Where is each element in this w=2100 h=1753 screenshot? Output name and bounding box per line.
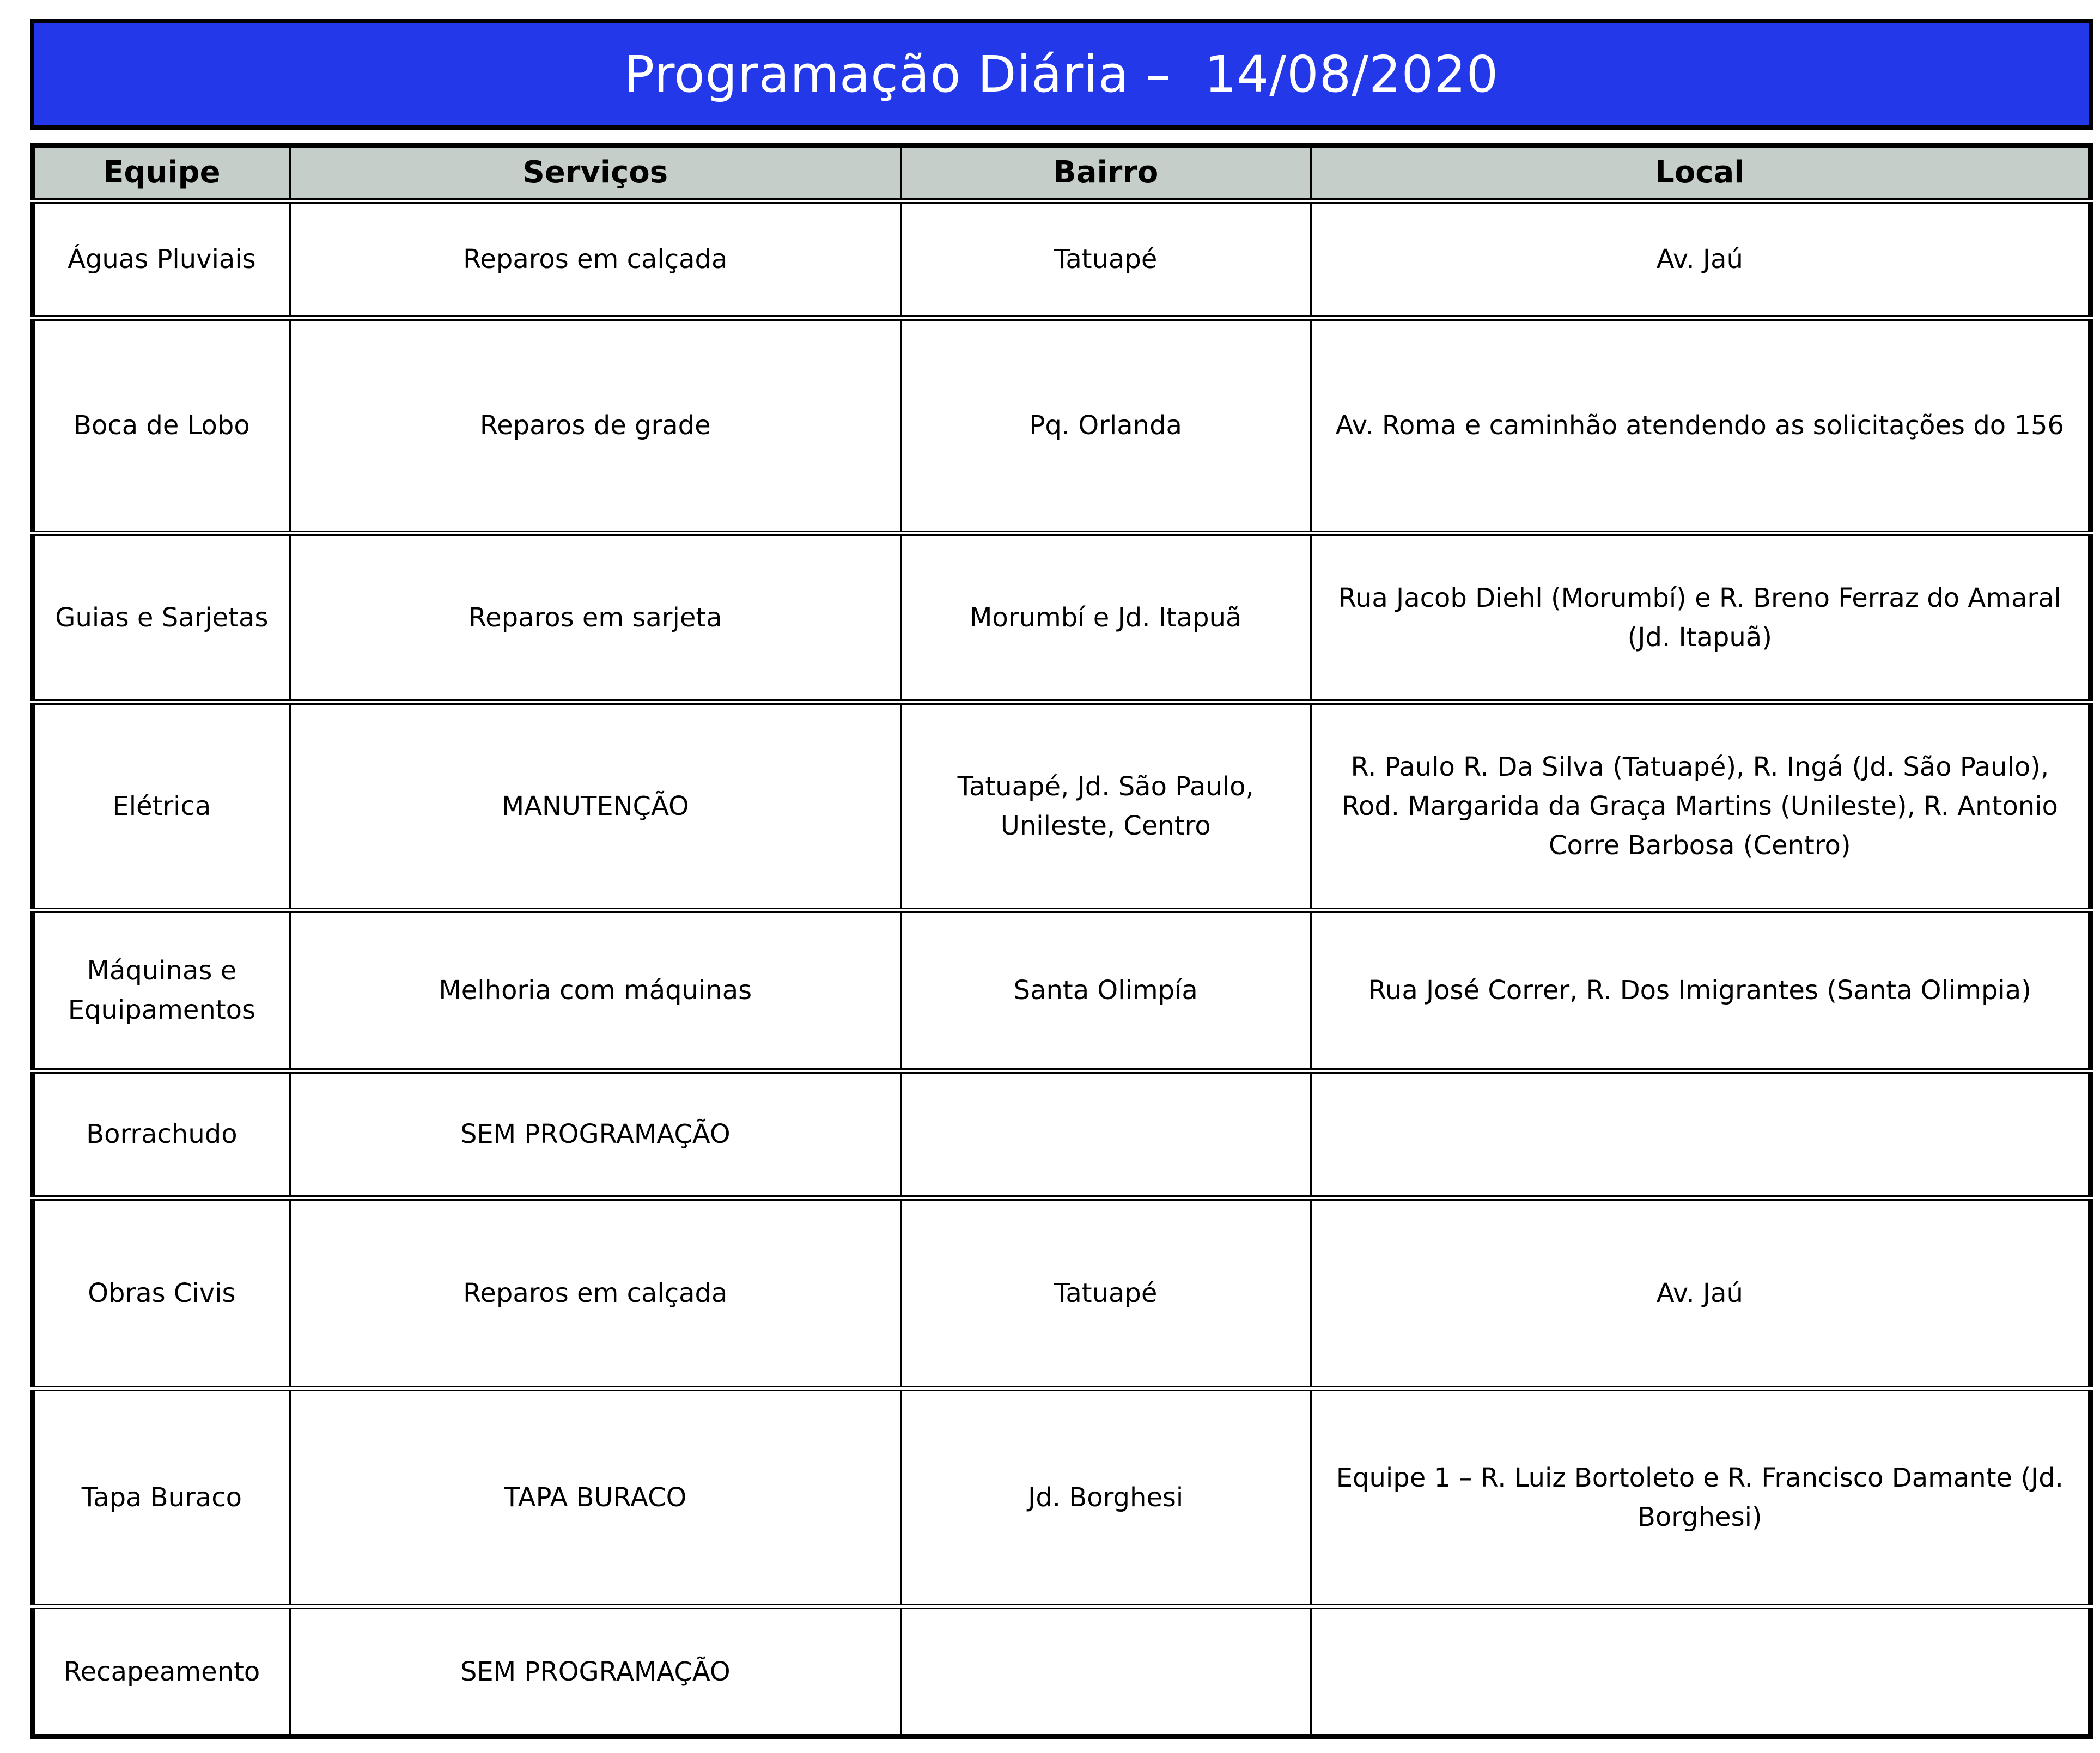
cell-local: Av. Jaú xyxy=(1311,201,2091,318)
cell-local xyxy=(1311,1071,2091,1198)
cell-equipe: Obras Civis xyxy=(33,1198,290,1389)
cell-bairro: Santa Olimpía xyxy=(901,910,1311,1071)
header-servicos: Serviços xyxy=(290,145,901,201)
cell-servicos: Reparos em calçada xyxy=(290,1198,901,1389)
cell-equipe: Borrachudo xyxy=(33,1071,290,1198)
cell-equipe: Tapa Buraco xyxy=(33,1389,290,1606)
cell-local xyxy=(1311,1606,2091,1737)
cell-bairro: Pq. Orlanda xyxy=(901,318,1311,533)
header-bairro: Bairro xyxy=(901,145,1311,201)
cell-bairro: Morumbí e Jd. Itapuã xyxy=(901,533,1311,702)
cell-servicos: TAPA BURACO xyxy=(290,1389,901,1606)
table-row xyxy=(33,702,2091,910)
cell-equipe: Boca de Lobo xyxy=(33,318,290,533)
table-row xyxy=(33,201,2091,318)
cell-bairro xyxy=(901,1606,1311,1737)
table-row xyxy=(33,533,2091,702)
header-local: Local xyxy=(1311,145,2091,201)
cell-servicos: Reparos em calçada xyxy=(290,201,901,318)
cell-equipe: Recapeamento xyxy=(33,1606,290,1737)
cell-local: Av. Jaú xyxy=(1311,1198,2091,1389)
cell-servicos: Reparos de grade xyxy=(290,318,901,533)
header-equipe: Equipe xyxy=(33,145,290,201)
cell-servicos: MANUTENÇÃO xyxy=(290,702,901,910)
cell-bairro: Tatuapé xyxy=(901,1198,1311,1389)
cell-servicos: SEM PROGRAMAÇÃO xyxy=(290,1606,901,1737)
cell-bairro: Jd. Borghesi xyxy=(901,1389,1311,1606)
table-row xyxy=(33,910,2091,1071)
cell-local: Av. Roma e caminhão atendendo as solicitações do 156 xyxy=(1311,318,2091,533)
cell-equipe: Guias e Sarjetas xyxy=(33,533,290,702)
cell-bairro xyxy=(901,1071,1311,1198)
cell-servicos: SEM PROGRAMAÇÃO xyxy=(290,1071,901,1198)
cell-local: R. Paulo R. Da Silva (Tatuapé), R. Ingá (Jd. São Paulo), Rod. Margarida da Graça Martins (Unileste), R. Antonio Corre Barbosa (Centro) xyxy=(1311,702,2091,910)
cell-equipe: Águas Pluviais xyxy=(33,201,290,318)
cell-equipe: Elétrica xyxy=(33,702,290,910)
header-row xyxy=(33,145,2091,201)
cell-servicos: Melhoria com máquinas xyxy=(290,910,901,1071)
page-title: Programação Diária – 14/08/2020 xyxy=(624,45,1499,104)
cell-bairro: Tatuapé xyxy=(901,201,1311,318)
cell-local: Equipe 1 – R. Luiz Bortoleto e R. Francisco Damante (Jd. Borghesi) xyxy=(1311,1389,2091,1606)
cell-local: Rua Jacob Diehl (Morumbí) e R. Breno Ferraz do Amaral (Jd. Itapuã) xyxy=(1311,533,2091,702)
cell-bairro: Tatuapé, Jd. São Paulo, Unileste, Centro xyxy=(901,702,1311,910)
table-row xyxy=(33,1198,2091,1389)
table-row xyxy=(33,1606,2091,1737)
daily-schedule-table xyxy=(30,143,2093,1739)
title-bar xyxy=(30,19,2093,130)
table-row xyxy=(33,318,2091,533)
cell-equipe: Máquinas e Equipamentos xyxy=(33,910,290,1071)
cell-servicos: Reparos em sarjeta xyxy=(290,533,901,702)
cell-local: Rua José Correr, R. Dos Imigrantes (Santa Olimpia) xyxy=(1311,910,2091,1071)
table-row xyxy=(33,1071,2091,1198)
table-row xyxy=(33,1389,2091,1606)
